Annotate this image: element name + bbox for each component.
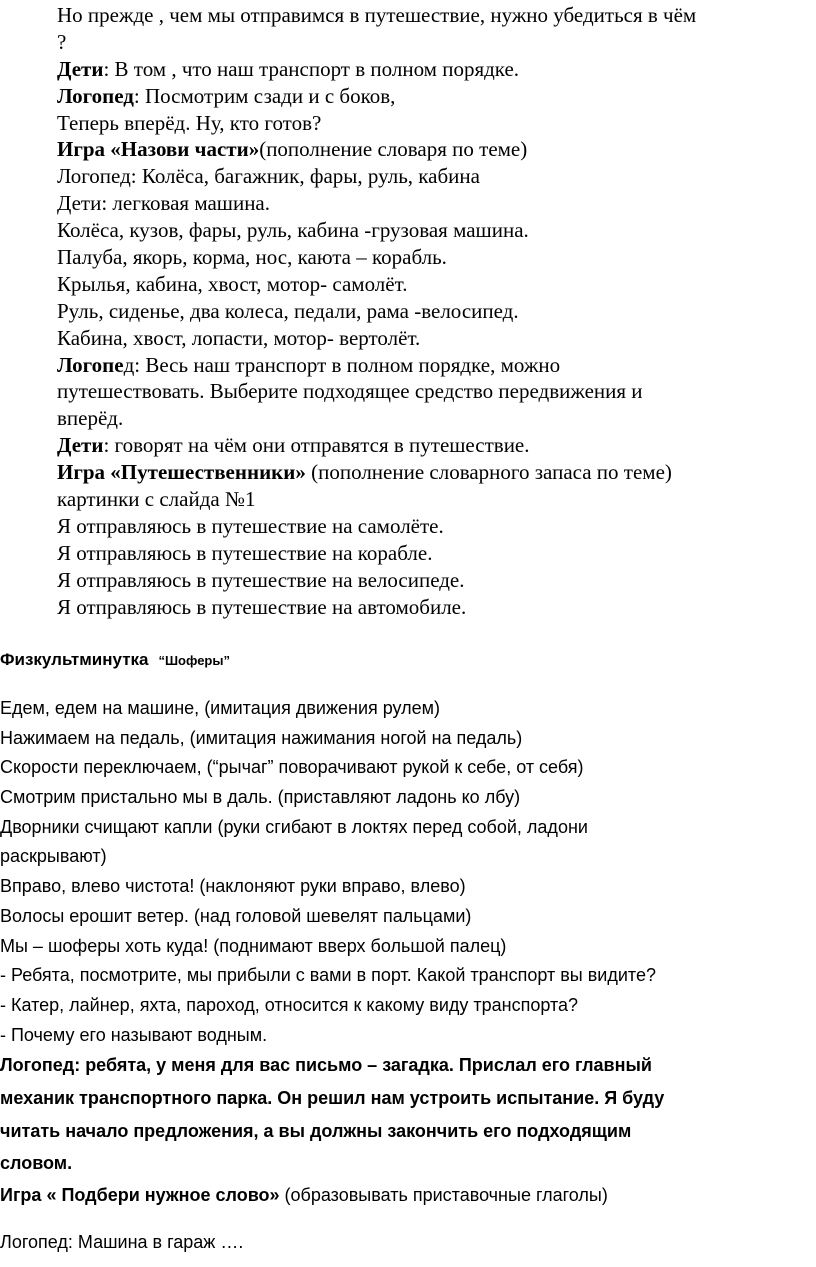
text-line: Мы – шоферы хоть куда! (поднимают вверх большой палец) bbox=[0, 935, 507, 956]
text-segment: : В том , что наш транспорт в полном порядке. bbox=[103, 56, 520, 81]
text-line bbox=[57, 217, 696, 244]
text-line bbox=[57, 513, 696, 540]
text-line bbox=[57, 56, 696, 83]
text-line: Нажимаем на педаль, (имитация нажимания ногой на педаль) bbox=[0, 727, 523, 748]
text-line bbox=[57, 594, 696, 621]
text-line bbox=[57, 298, 696, 325]
text-line bbox=[57, 136, 696, 163]
text-segment: Руль, сиденье, два колеса, педали, рама -велосипед. bbox=[57, 298, 519, 323]
text-segment: ? bbox=[57, 29, 67, 54]
game-note: (образовывать приставочные глаголы) bbox=[279, 1185, 608, 1205]
text-line bbox=[57, 486, 696, 513]
text-segment: : Посмотрим сзади и с боков, bbox=[133, 83, 396, 108]
text-line: - Почему его называют водным. bbox=[0, 1024, 268, 1045]
text-line bbox=[57, 271, 696, 298]
bold-segment: Логопед bbox=[57, 83, 134, 108]
bold-segment: Игра «Назови части» bbox=[57, 137, 260, 162]
last-line: Логопед: Машина в гараж …. bbox=[0, 1232, 244, 1252]
text-line: Скорости переключаем, (“рычаг” поворачивают рукой к себе, от себя) bbox=[0, 757, 584, 778]
text-line: Смотрим пристально мы в даль. (приставляют ладонь ко лбу) bbox=[0, 787, 521, 808]
text-segment: Я отправляюсь в путешествие на велосипеде. bbox=[57, 567, 465, 592]
text-segment: словом. bbox=[0, 1153, 73, 1174]
letter-paragraph bbox=[0, 1049, 664, 1180]
text-line bbox=[57, 29, 696, 56]
section-heading bbox=[0, 650, 230, 670]
text-segment: читать начало предложения, а вы должны закончить его подходящим bbox=[0, 1120, 632, 1141]
text-segment: : говорят на чём они отправятся в путешествие. bbox=[103, 433, 530, 458]
bold-segment: Игра «Путешественники» bbox=[57, 460, 306, 485]
text-segment: Дети: легковая машина. bbox=[57, 191, 271, 216]
text-line bbox=[57, 540, 696, 567]
text-line bbox=[57, 163, 696, 190]
text-line: Вправо, влево чистота! (наклоняют руки вправо, влево) bbox=[0, 876, 466, 897]
text-segment: (пополнение словарного запаса по теме) bbox=[305, 460, 672, 485]
text-segment: Я отправляюсь в путешествие на автомобиле. bbox=[57, 594, 467, 619]
game-heading bbox=[0, 1185, 608, 1206]
text-segment: Я отправляюсь в путешествие на самолёте. bbox=[57, 513, 444, 538]
text-line bbox=[57, 83, 696, 110]
text-segment: Я отправляюсь в путешествие на корабле. bbox=[57, 540, 433, 565]
text-line bbox=[57, 378, 696, 405]
text-line: - Катер, лайнер, яхта, пароход, относится к какому виду транспорта? bbox=[0, 994, 579, 1015]
text-line bbox=[57, 244, 696, 271]
text-line bbox=[57, 459, 696, 486]
text-segment: ребята, у меня для вас письмо – загадка. Прислал его главный bbox=[80, 1055, 652, 1075]
bold-segment: Дети bbox=[57, 56, 104, 81]
dialogue-section bbox=[57, 2, 696, 620]
text-line bbox=[57, 567, 696, 594]
text-line bbox=[57, 110, 696, 137]
text-segment: механик транспортного парка. Он решил нам устроить испытание. Я буду bbox=[0, 1087, 665, 1108]
text-segment: Теперь вперёд. Ну, кто готов? bbox=[57, 110, 322, 135]
text-line bbox=[57, 352, 696, 379]
text-line bbox=[57, 190, 696, 217]
text-line bbox=[57, 405, 696, 432]
game-title: Игра « Подбери нужное слово» bbox=[0, 1185, 280, 1205]
text-line bbox=[57, 432, 696, 459]
text-line bbox=[0, 1147, 664, 1180]
text-segment: Логопед: Колёса, багажник, фары, руль, кабина bbox=[57, 164, 480, 189]
text-line bbox=[0, 1049, 664, 1082]
text-line: Дворники счищают капли (руки сгибают в локтях перед собой, ладони bbox=[0, 816, 588, 837]
bold-segment: Дети bbox=[57, 433, 104, 458]
text-segment: Колёса, кузов, фары, руль, кабина -грузовая машина. bbox=[57, 218, 529, 243]
text-line bbox=[0, 1115, 664, 1148]
text-segment: картинки с слайда №1 bbox=[57, 487, 256, 512]
text-segment: (пополнение словаря по теме) bbox=[259, 137, 528, 162]
text-segment: путешествовать. Выберите подходящее средство передвижения и bbox=[57, 379, 643, 404]
bold-segment: Логопед: bbox=[0, 1055, 81, 1075]
text-line bbox=[57, 2, 696, 29]
text-segment: вперёд. bbox=[57, 406, 124, 431]
text-segment: д: Весь наш транспорт в полном порядке, можно bbox=[123, 352, 561, 377]
text-line: - Ребята, посмотрите, мы прибыли с вами в порт. Какой транспорт вы видите? bbox=[0, 965, 656, 986]
text-segment: Но прежде , чем мы отправимся в путешествие, нужно убедиться в чём bbox=[57, 3, 697, 27]
exercise-verse bbox=[0, 694, 656, 1050]
heading-subtitle: “Шоферы” bbox=[158, 653, 230, 668]
text-line bbox=[0, 1082, 664, 1115]
text-segment: Крылья, кабина, хвост, мотор- самолёт. bbox=[57, 271, 408, 296]
text-segment: Палуба, якорь, корма, нос, каюта – корабль. bbox=[57, 245, 447, 270]
bold-segment: Логопе bbox=[57, 352, 124, 377]
text-segment: Кабина, хвост, лопасти, мотор- вертолёт. bbox=[57, 325, 421, 350]
text-line bbox=[57, 325, 696, 352]
text-line: Едем, едем на машине, (имитация движения рулем) bbox=[0, 698, 441, 718]
text-line: Волосы ерошит ветер. (над головой шевелят пальцами) bbox=[0, 905, 472, 926]
heading-title: Физкультминутка bbox=[0, 650, 149, 669]
text-line: раскрывают) bbox=[0, 846, 107, 867]
